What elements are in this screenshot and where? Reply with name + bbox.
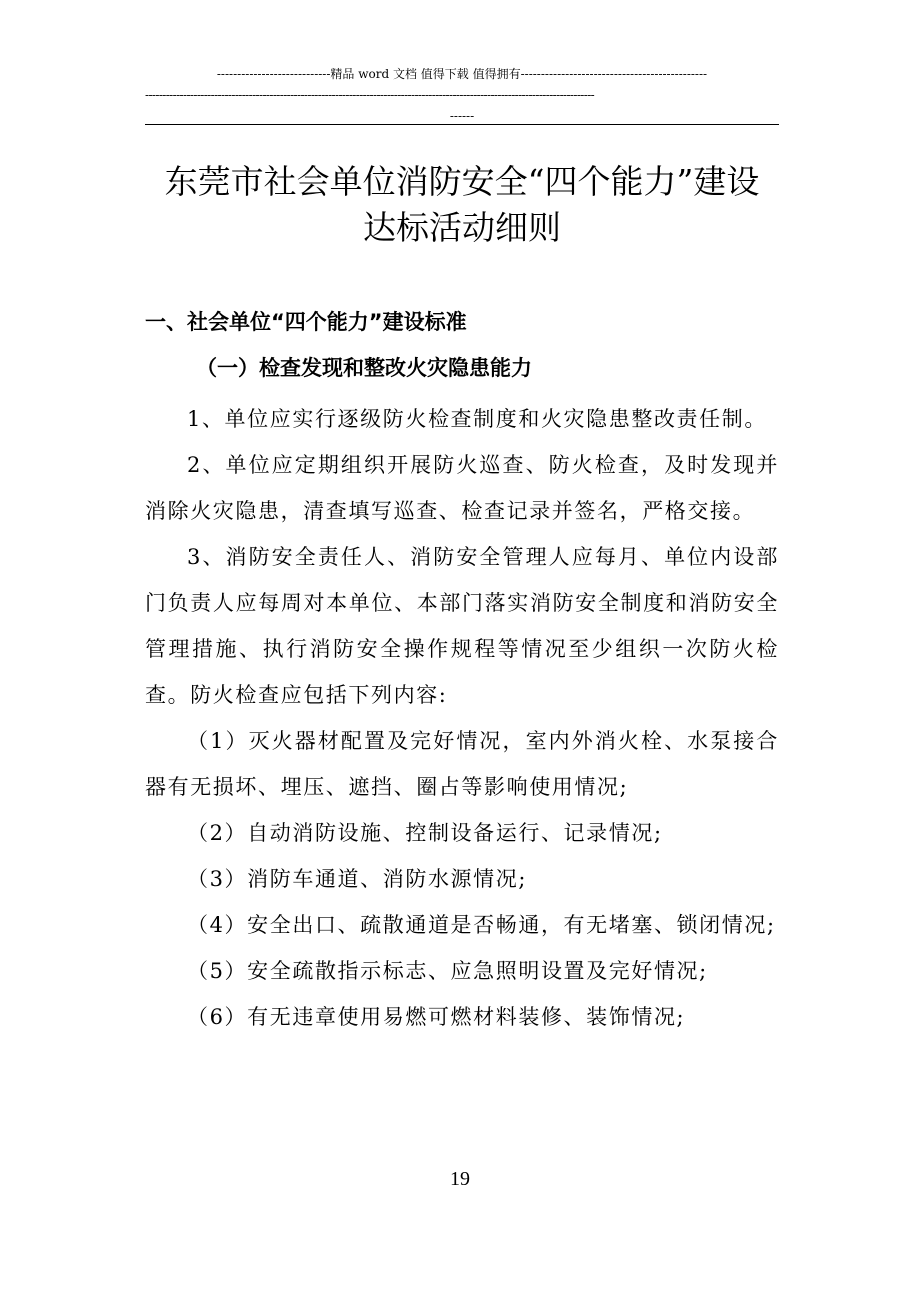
header-dash-line: ----------------------------------------------------------------------------------------------------------------------------------: [145, 88, 595, 102]
paragraph: 1、单位应实行逐级防火检查制度和火灾隐患整改责任制。: [187, 407, 767, 431]
header-rule: [145, 124, 779, 125]
list-item: （6）有无违章使用易燃可燃材料装修、装饰情况;: [187, 1005, 686, 1029]
body-text: [145, 396, 779, 1040]
list-item: （5）安全疏散指示标志、应急照明设置及完好情况;: [187, 959, 708, 983]
paragraph: 2、单位应定期组织开展防火巡查、防火检查，及时发现并消除火灾隐患，清查填写巡查、检查记录并签名，严格交接。: [145, 453, 779, 523]
list-item: （3）消防车通道、消防水源情况;: [187, 867, 528, 891]
document-title-line1: 东莞市社会单位消防安全“四个能力”建设: [164, 162, 760, 201]
paragraph: 3、消防安全责任人、消防安全管理人应每月、单位内设部门负责人应每周对本单位、本部门落实消防安全制度和消防安全管理措施、执行消防安全操作规程等情况至少组织一次防火检查。防火检查应包括下列内容:: [145, 545, 779, 707]
list-item: （4）安全出口、疏散通道是否畅通，有无堵塞、锁闭情况;: [187, 913, 776, 937]
header-dash-tail: ------: [449, 109, 475, 123]
list-item: （2）自动消防设施、控制设备运行、记录情况;: [187, 821, 663, 845]
section-heading: 一、社会单位“四个能力”建设标准: [145, 310, 467, 334]
header-banner: ----------------------------精品 word 文档 值得下载 值得拥有----------------------------------------------: [216, 67, 708, 81]
page-number: 19: [450, 1168, 470, 1190]
document-title-line2: 达标活动细则: [363, 208, 561, 247]
list-item: （1）灭火器材配置及完好情况，室内外消火栓、水泵接合器有无损坏、埋压、遮挡、圈占等影响使用情况;: [145, 729, 779, 799]
subsection-heading: （一）检查发现和整改火灾隐患能力: [196, 356, 532, 380]
